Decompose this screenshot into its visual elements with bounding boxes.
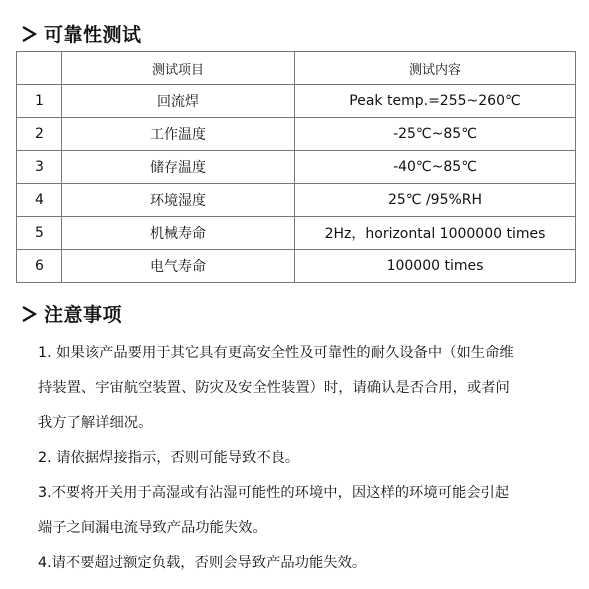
row-number: 5 — [17, 217, 62, 250]
row-test-content: 2Hz，horizontal 1000000 times — [295, 217, 576, 250]
row-test-content: -25℃~85℃ — [295, 118, 576, 151]
table-row — [17, 118, 576, 151]
row-test-content: -40℃~85℃ — [295, 151, 576, 184]
reliability-table — [16, 51, 576, 283]
notes-line: 4.请不要超过额定负载，否则会导致产品功能失效。 — [38, 555, 367, 571]
row-number: 4 — [17, 184, 62, 217]
notes-line: 2. 请依据焊接指示，否则可能导致不良。 — [38, 450, 300, 466]
row-number: 1 — [17, 85, 62, 118]
notes-heading — [20, 300, 122, 327]
row-test-item: 回流焊 — [62, 85, 295, 118]
notes-body — [38, 336, 566, 581]
row-test-content: 25℃ /95%RH — [295, 184, 576, 217]
notes-line: 我方了解详细况。 — [38, 415, 153, 431]
table-header-row — [17, 52, 576, 85]
notes-line: 3.不要将开关用于高湿或有沾湿可能性的环境中，因这样的环境可能会引起 — [38, 485, 510, 501]
row-number: 2 — [17, 118, 62, 151]
table-row — [17, 85, 576, 118]
row-test-item: 储存温度 — [62, 151, 295, 184]
table-row — [17, 184, 576, 217]
notes-line: 持装置、宇宙航空装置、防灾及安全性装置）时，请确认是否合用，或者问 — [38, 380, 510, 396]
header-test-content: 测试内容 — [295, 52, 576, 85]
arrow-bullet-icon — [20, 305, 38, 323]
row-test-item: 工作温度 — [62, 118, 295, 151]
notes-line: 端子之间漏电流导致产品功能失效。 — [38, 520, 267, 536]
row-number: 6 — [17, 250, 62, 283]
table-row — [17, 151, 576, 184]
notes-line: 1. 如果该产品要用于其它具有更高安全性及可靠性的耐久设备中（如生命维 — [38, 345, 514, 361]
header-test-item: 测试项目 — [62, 52, 295, 85]
row-test-content: Peak temp.=255~260℃ — [295, 85, 576, 118]
row-test-item: 机械寿命 — [62, 217, 295, 250]
row-test-content: 100000 times — [295, 250, 576, 283]
reliability-title: 可靠性测试 — [44, 24, 142, 46]
notes-title: 注意事项 — [44, 304, 123, 326]
table-row — [17, 217, 576, 250]
row-number: 3 — [17, 151, 62, 184]
row-test-item: 电气寿命 — [62, 250, 295, 283]
arrow-bullet-icon — [20, 25, 38, 43]
table-row — [17, 250, 576, 283]
row-test-item: 环境湿度 — [62, 184, 295, 217]
header-number — [17, 52, 62, 85]
reliability-heading — [20, 20, 142, 47]
